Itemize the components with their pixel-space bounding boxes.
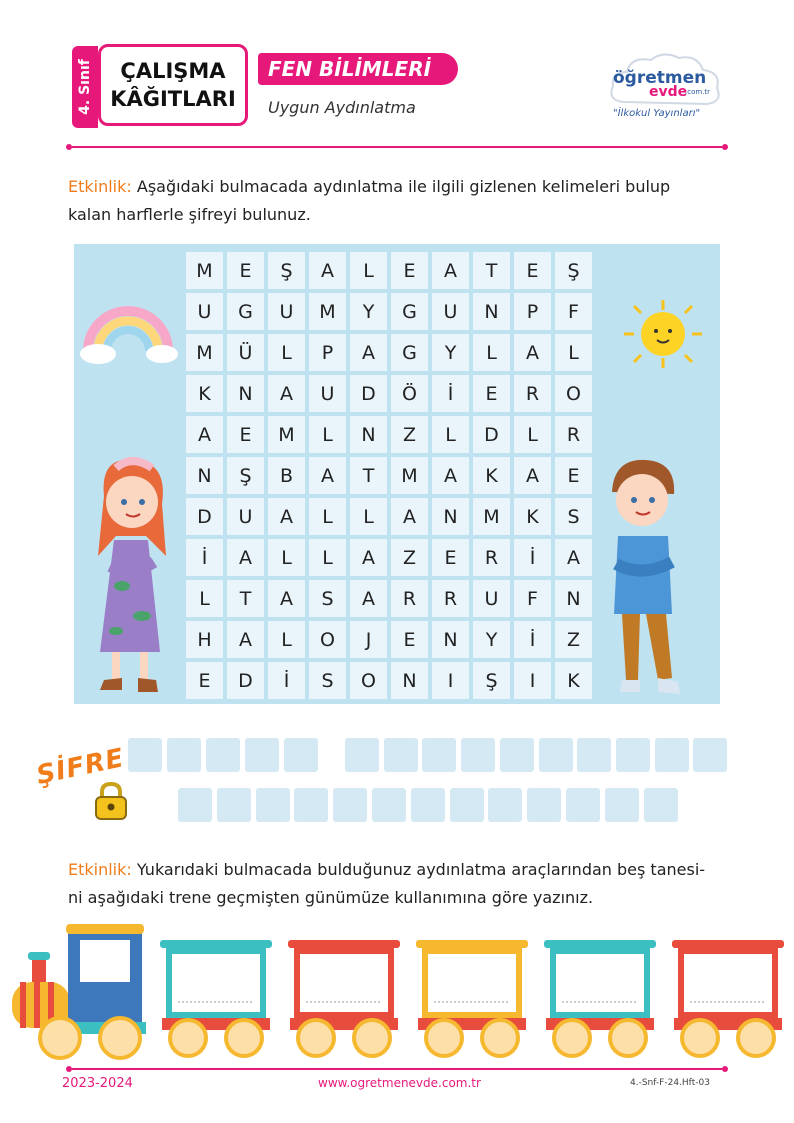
grid-cell: R (473, 539, 510, 576)
cipher-letter-box[interactable] (284, 738, 318, 772)
activity-2-instructions (68, 856, 728, 912)
logo-tagline: "İlkokul Yayınları" (613, 108, 701, 119)
cipher-letter-box[interactable] (128, 738, 162, 772)
footer-year: 2023-2024 (62, 1076, 133, 1091)
cipher-letter-box[interactable] (384, 738, 418, 772)
grid-cell: M (186, 252, 223, 289)
cipher-letter-box[interactable] (294, 788, 328, 822)
grid-cell: L (432, 416, 469, 453)
grid-cell: L (514, 416, 551, 453)
grid-cell: Z (555, 621, 592, 658)
activity-2-text-1: Yukarıdaki bulmacada bulduğunuz aydınlatma araçlarından beş tanesi- (131, 860, 706, 879)
train-illustration (10, 922, 786, 1064)
wagon-answer-box[interactable] (684, 954, 772, 1012)
grid-cell: E (555, 457, 592, 494)
grid-cell: A (309, 457, 346, 494)
grid-cell: S (309, 662, 346, 699)
grid-cell: N (227, 375, 264, 412)
grid-cell: L (268, 539, 305, 576)
grid-cell: İ (268, 662, 305, 699)
grid-cell: R (555, 416, 592, 453)
cipher-letter-box[interactable] (422, 738, 456, 772)
footer-dot-right (722, 1066, 728, 1072)
grid-cell: E (186, 662, 223, 699)
grid-cell: K (555, 662, 592, 699)
footer-website[interactable]: www.ogretmenevde.com.tr (318, 1076, 481, 1090)
grid-cell: U (473, 580, 510, 617)
train-wagon (544, 940, 656, 1056)
grid-cell: F (514, 580, 551, 617)
grid-cell: R (432, 580, 469, 617)
grid-cell: E (514, 252, 551, 289)
grid-cell: G (391, 293, 428, 330)
grid-cell: J (350, 621, 387, 658)
title-line-2: KÂĞITLARI (110, 87, 236, 111)
grid-cell: U (309, 375, 346, 412)
grid-cell: A (227, 621, 264, 658)
grid-cell: A (309, 252, 346, 289)
grid-cell: T (350, 457, 387, 494)
cipher-letter-box[interactable] (450, 788, 484, 822)
grid-cell: İ (186, 539, 223, 576)
grid-cell: O (350, 662, 387, 699)
grid-cell: I (432, 662, 469, 699)
grid-cell: G (391, 334, 428, 371)
grid-cell: L (555, 334, 592, 371)
grid-cell: A (432, 252, 469, 289)
grid-cell: A (514, 457, 551, 494)
title-line-1: ÇALIŞMA (120, 59, 226, 83)
grid-cell: E (227, 252, 264, 289)
cipher-letter-box[interactable] (206, 738, 240, 772)
cipher-letter-box[interactable] (693, 738, 727, 772)
wagon-answer-box[interactable] (428, 954, 516, 1012)
grade-label: 4. Sınıf (77, 59, 93, 115)
grid-cell: Ö (391, 375, 428, 412)
wagon-answer-box[interactable] (300, 954, 388, 1012)
activity-1-text-2: kalan harflerle şifreyi bulunuz. (68, 205, 311, 224)
grid-cell: Ş (227, 457, 264, 494)
grid-cell: Z (391, 416, 428, 453)
cipher-letter-box[interactable] (566, 788, 600, 822)
grid-cell: E (391, 621, 428, 658)
grid-cell: N (555, 580, 592, 617)
logo-text: öğretmen (613, 68, 707, 88)
grid-cell: N (350, 416, 387, 453)
grid-cell: İ (514, 539, 551, 576)
grid-cell: A (268, 580, 305, 617)
divider-dot-right (722, 144, 728, 150)
grid-cell: L (350, 498, 387, 535)
grid-cell: Y (350, 293, 387, 330)
grid-cell: D (186, 498, 223, 535)
grid-cell: L (350, 252, 387, 289)
activity-2-text-2: ni aşağıdaki trene geçmişten günümüze kullanımına göre yazınız. (68, 888, 594, 907)
sun-icon (618, 298, 708, 370)
grid-cell: A (432, 457, 469, 494)
grid-cell: D (227, 662, 264, 699)
grid-cell: F (555, 293, 592, 330)
cipher-letter-box[interactable] (256, 788, 290, 822)
grid-cell: R (391, 580, 428, 617)
cipher-letter-box[interactable] (616, 738, 650, 772)
grid-cell: N (391, 662, 428, 699)
grid-cell: I (514, 662, 551, 699)
grid-cell: K (514, 498, 551, 535)
grid-cell: L (309, 498, 346, 535)
cipher-letter-box[interactable] (644, 788, 678, 822)
grid-cell: D (473, 416, 510, 453)
grid-cell: E (391, 252, 428, 289)
grid-cell: S (555, 498, 592, 535)
subject-banner: FEN BİLİMLERİ (258, 53, 458, 85)
activity-1-label: Etkinlik: (68, 177, 132, 196)
train-wagon (672, 940, 784, 1056)
grid-cell: İ (432, 375, 469, 412)
word-search-grid (186, 252, 592, 699)
cipher-letter-box[interactable] (655, 738, 689, 772)
cipher-letter-box[interactable] (345, 738, 379, 772)
grid-cell: K (186, 375, 223, 412)
grid-cell: B (268, 457, 305, 494)
publisher-logo (605, 50, 725, 128)
grid-cell: M (391, 457, 428, 494)
grid-cell: N (432, 498, 469, 535)
grid-cell: E (473, 375, 510, 412)
grid-cell: L (473, 334, 510, 371)
cipher-letter-box[interactable] (217, 788, 251, 822)
cipher-letter-box[interactable] (539, 738, 573, 772)
footer-divider (72, 1068, 722, 1070)
activity-1-text-1: Aşağıdaki bulmacada aydınlatma ile ilgili gizlenen kelimeleri bulup (131, 177, 671, 196)
grid-cell: A (186, 416, 223, 453)
grid-cell: P (514, 293, 551, 330)
grid-cell: A (555, 539, 592, 576)
wagon-answer-box[interactable] (556, 954, 644, 1012)
grid-cell: T (227, 580, 264, 617)
grid-cell: A (391, 498, 428, 535)
activity-1-instructions (68, 173, 728, 229)
cipher-letter-box[interactable] (167, 738, 201, 772)
grid-cell: R (514, 375, 551, 412)
grid-cell: L (186, 580, 223, 617)
grid-cell: A (268, 375, 305, 412)
grid-cell: H (186, 621, 223, 658)
grid-cell: A (514, 334, 551, 371)
grid-cell: E (432, 539, 469, 576)
grid-cell: O (555, 375, 592, 412)
cipher-letter-box[interactable] (411, 788, 445, 822)
train-wagon (416, 940, 528, 1056)
grid-cell: U (268, 293, 305, 330)
grid-cell: A (350, 334, 387, 371)
grid-cell: G (227, 293, 264, 330)
grid-cell: L (309, 539, 346, 576)
grid-cell: M (268, 416, 305, 453)
padlock-icon (90, 780, 132, 822)
boy-illustration-icon (594, 454, 704, 704)
grid-cell: N (473, 293, 510, 330)
divider-dot-left (66, 144, 72, 150)
grid-cell: P (309, 334, 346, 371)
grid-cell: A (350, 539, 387, 576)
grid-cell: Y (473, 621, 510, 658)
cipher-letter-box[interactable] (461, 738, 495, 772)
grid-cell: A (350, 580, 387, 617)
wagon-answer-box[interactable] (172, 954, 260, 1012)
cipher-letter-box[interactable] (333, 788, 367, 822)
topic-subtitle: Uygun Aydınlatma (268, 98, 416, 117)
girl-illustration-icon (86, 456, 176, 702)
grid-cell: N (186, 457, 223, 494)
grid-cell: A (227, 539, 264, 576)
grid-cell: Y (432, 334, 469, 371)
train-wagon (288, 940, 400, 1056)
grid-cell: Ş (473, 662, 510, 699)
grid-cell: Ş (268, 252, 305, 289)
grid-cell: U (227, 498, 264, 535)
grid-cell: L (309, 416, 346, 453)
grid-cell: L (268, 334, 305, 371)
grid-cell: Z (391, 539, 428, 576)
footer-code: 4.-Snf-F-24.Hft-03 (630, 1078, 710, 1088)
cipher-letter-box[interactable] (178, 788, 212, 822)
cipher-label: ŞİFRE (33, 743, 128, 791)
grid-cell: M (309, 293, 346, 330)
grid-cell: U (432, 293, 469, 330)
logo-subtext: evde (649, 84, 688, 100)
train-wagon (160, 940, 272, 1056)
grid-cell: M (473, 498, 510, 535)
grid-cell: Ş (555, 252, 592, 289)
locomotive-icon (12, 924, 146, 1058)
grid-cell: K (473, 457, 510, 494)
cipher-letter-box[interactable] (488, 788, 522, 822)
worksheet-title (98, 44, 248, 126)
grid-cell: S (309, 580, 346, 617)
cipher-letter-box[interactable] (577, 738, 611, 772)
logo-domain: .com.tr (685, 88, 711, 96)
grid-cell: Ü (227, 334, 264, 371)
grid-cell: E (227, 416, 264, 453)
grid-cell: T (473, 252, 510, 289)
grid-cell: N (432, 621, 469, 658)
rainbow-icon (78, 296, 178, 368)
grid-cell: D (350, 375, 387, 412)
grid-cell: U (186, 293, 223, 330)
grid-cell: M (186, 334, 223, 371)
footer-dot-left (66, 1066, 72, 1072)
cipher-letter-box[interactable] (605, 788, 639, 822)
grade-badge (72, 46, 98, 128)
cipher-letter-box[interactable] (527, 788, 561, 822)
grid-cell: İ (514, 621, 551, 658)
activity-2-label: Etkinlik: (68, 860, 132, 879)
grid-cell: L (268, 621, 305, 658)
cipher-letter-box[interactable] (372, 788, 406, 822)
grid-cell: O (309, 621, 346, 658)
header-divider (72, 146, 722, 148)
cipher-letter-box[interactable] (500, 738, 534, 772)
grid-cell: A (268, 498, 305, 535)
cipher-letter-box[interactable] (245, 738, 279, 772)
